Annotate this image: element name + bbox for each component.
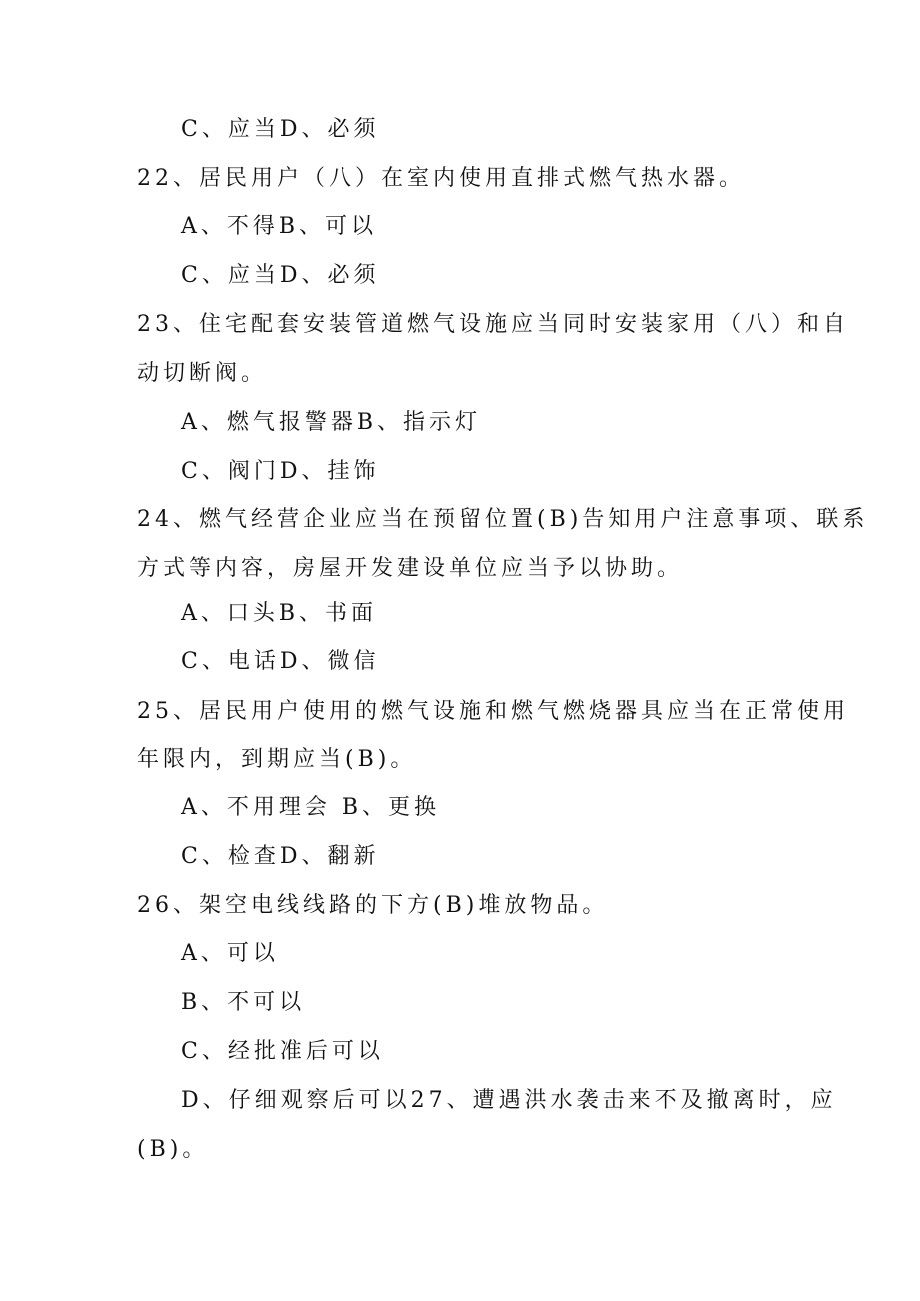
option-line: A、可以 <box>181 941 279 966</box>
option-line-with-question-27: D、仔细观察后可以27、遭遇洪水袭击来不及撤离时，应 <box>181 1088 837 1113</box>
question-27-continued: (B)。 <box>137 1137 209 1162</box>
option-line: C、经批准后可以 <box>181 1039 384 1064</box>
question-22: 22、居民用户（八）在室内使用直排式燃气热水器。 <box>137 166 745 191</box>
question-24-continued: 方式等内容，房屋开发建设单位应当予以协助。 <box>137 556 684 581</box>
option-line: C、阀门D、挂饰 <box>181 459 380 484</box>
option-line: C、电话D、微信 <box>181 649 380 674</box>
question-23: 23、住宅配套安装管道燃气设施应当同时安装家用（八）和自 <box>137 312 849 337</box>
option-line: A、口头B、书面 <box>181 601 378 626</box>
question-23-continued: 动切断阀。 <box>137 361 268 386</box>
option-line: B、不可以 <box>181 990 306 1015</box>
question-24: 24、燃气经营企业应当在预留位置(B)告知用户注意事项、联系 <box>137 507 869 532</box>
option-line: C、应当D、必须 <box>181 117 380 142</box>
option-line: A、不用理会 B、更换 <box>181 795 441 820</box>
question-25-continued: 年限内，到期应当(B)。 <box>137 747 417 772</box>
question-25: 25、居民用户使用的燃气设施和燃气燃烧器具应当在正常使用 <box>137 699 849 724</box>
option-line: A、燃气报警器B、指示灯 <box>181 410 482 435</box>
option-line: C、检查D、翻新 <box>181 844 380 869</box>
option-line: C、应当D、必须 <box>181 263 380 288</box>
question-26: 26、架空电线线路的下方(B)堆放物品。 <box>137 893 609 918</box>
option-line: A、不得B、可以 <box>181 214 378 239</box>
